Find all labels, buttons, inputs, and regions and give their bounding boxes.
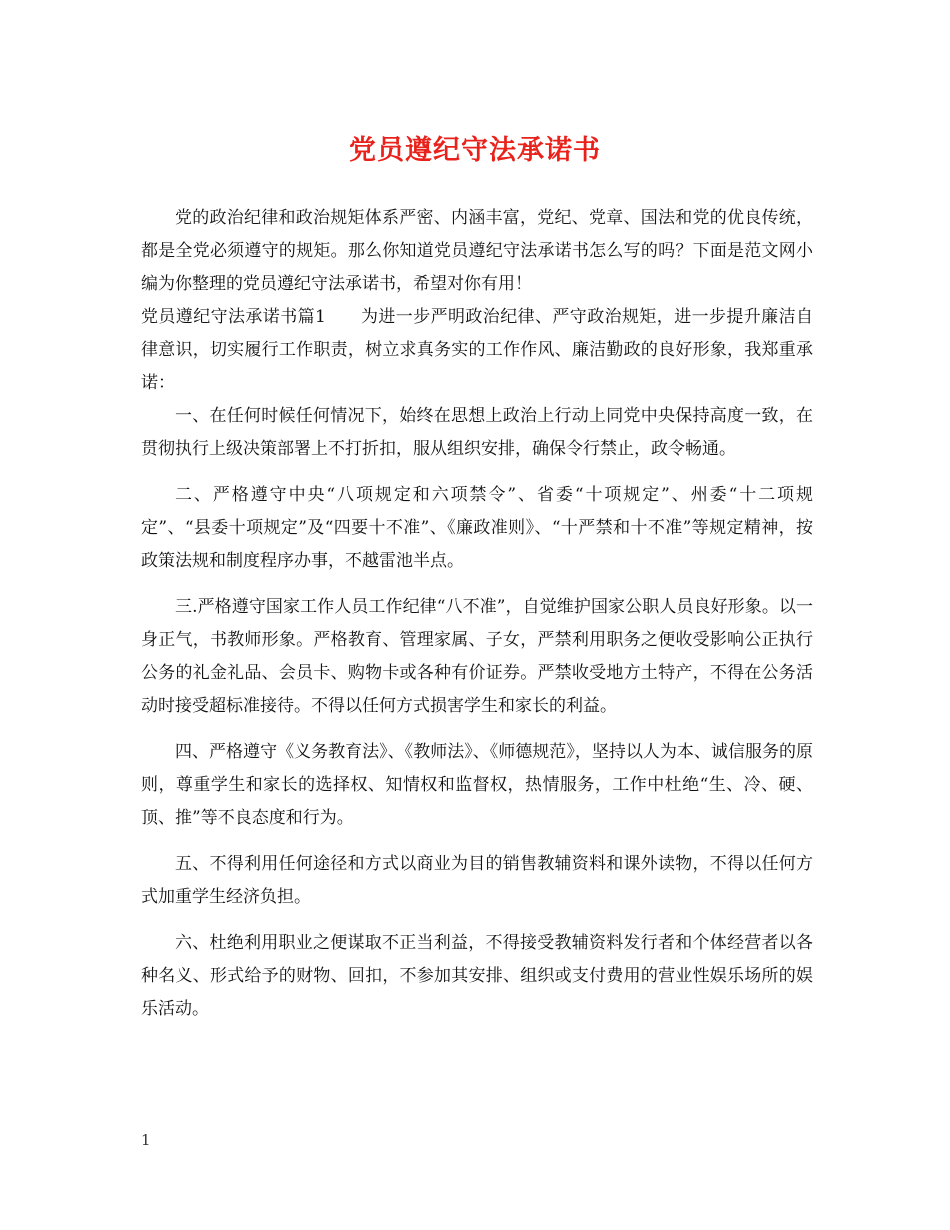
pledge-item-5: 五、不得利用任何途径和方式以商业为目的销售教辅资料和课外读物，不得以任何方式加重学生经济负担。 [141, 854, 813, 907]
pledge-item-4: 四、严格遵守《义务教育法》、《教师法》、《师德规范》，坚持以人为本、诚信服务的原则，尊重学生和家长的选择权、知情权和监督权，热情服务，工作中杜绝“生、冷、硬、顶、推”等不良态度和行为。 [141, 742, 813, 828]
pledge-item-6: 六、杜绝利用职业之便谋取不正当利益，不得接受教辅资料发行者和个体经营者以各种名义、形式给予的财物、回扣，不参加其安排、组织或支付费用的营业性娱乐场所的娱乐活动。 [141, 933, 813, 1019]
section-heading-paragraph: 党员遵纪守法承诺书篇1 为进一步严明政治纪律、严守政治规矩，进一步提升廉洁自律意识，切实履行工作职责，树立求真务实的工作作风、廉洁勤政的良好形象，我郑重承诺： [141, 307, 813, 393]
pledge-item-3: 三.严格遵守国家工作人员工作纪律“八不准”，自觉维护国家公职人员良好形象。以一身正气，书教师形象。严格教育、管理家属、子女，严禁利用职务之便收受影响公正执行公务的礼金礼品、会员卡、购物卡或各种有价证券。严禁收受地方土特产，不得在公务活动时接受超标准接待。不得以任何方式损害学生和家长的利益。 [141, 597, 813, 716]
document-body [141, 202, 813, 1026]
intro-paragraph: 党的政治纪律和政治规矩体系严密、内涵丰富，党纪、党章、国法和党的优良传统，都是全党必须遵守的规矩。那么你知道党员遵纪守法承诺书怎么写的吗？下面是范文网小编为你整理的党员遵纪守法承诺书，希望对你有用！ [141, 208, 813, 294]
pledge-item-2: 二、严格遵守中央“八项规定和六项禁令”、省委“十项规定”、州委“十二项规定”、“县委十项规定”及“四要十不准”、《廉政准则》、“十严禁和十不准”等规定精神，按政策法规和制度程序办事，不越雷池半点。 [141, 485, 813, 571]
page-number: 1 [141, 1131, 151, 1149]
pledge-item-1: 一、在任何时候任何情况下，始终在思想上政治上行动上同党中央保持高度一致，在贯彻执行上级决策部署上不打折扣，服从组织安排，确保令行禁止，政令畅通。 [141, 406, 813, 459]
document-title: 党员遵纪守法承诺书 [349, 135, 601, 166]
